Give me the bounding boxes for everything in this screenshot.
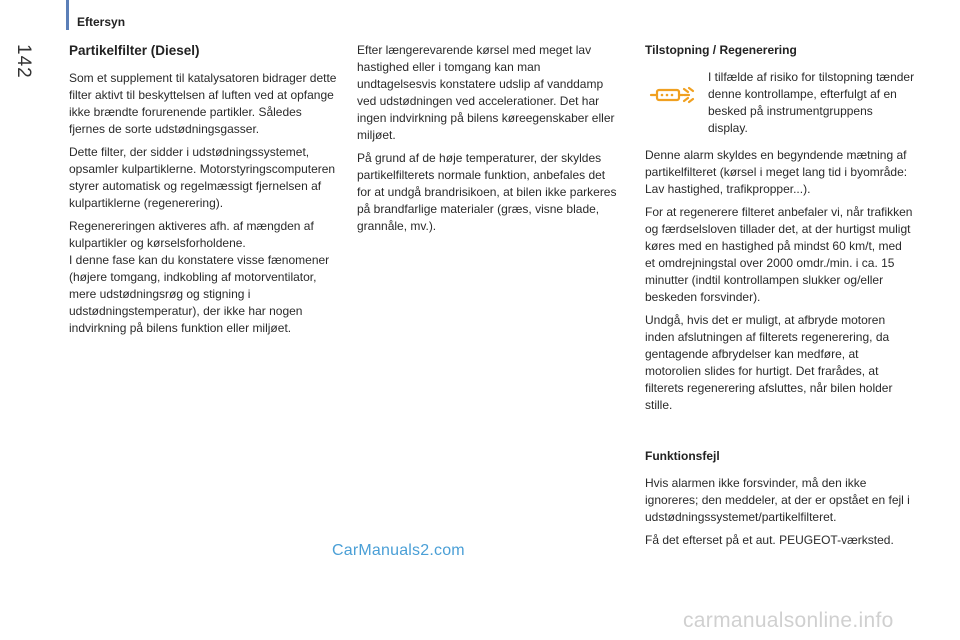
section-title: Eftersyn (77, 15, 126, 29)
paragraph-line: Regenereringen aktiveres afh. af mængden af kulpartikler og kørselsforholdene. (69, 219, 314, 250)
watermark-carmanualsonline: carmanualsonline.info (683, 609, 894, 632)
heading-particle-filter: Partikelfilter (Diesel) (69, 43, 200, 58)
paragraph: Efter længerevarende kørsel med meget lav hastighed eller i tomgang kan man undtagelsesvis konstatere udslip af vanddamp ved udstødningen ved accelerationer. Det har ingen indvirkning på bilens køreegenskaber eller miljøet. (357, 43, 615, 142)
section-accent-bar (66, 0, 69, 30)
column-left (69, 42, 341, 343)
column-middle (357, 42, 622, 241)
warning-lamp-text: I tilfælde af risiko for tilstopning tænder denne kontrollampe, efterfulgt af en besked på instrumentgruppens display. (708, 70, 915, 135)
page-number: 142 (13, 44, 34, 79)
paragraph-line: I denne fase kan du konstatere visse fænomener (højere tomgang, indkobling af motorventilator, mere udstødningsrøg og stigning i udstødningstemperatur), der ikke har nogen indvirkning på bilens funktion eller miljøet. (69, 253, 330, 335)
paragraph: På grund af de høje temperaturer, der skyldes partikelfilterets normale funktion, anbefales det for at undgå brandrisikoen, at bilen ikke parkeres på brandfarlige materialer (græs, visne blade, grannåle, mv.). (357, 151, 617, 233)
particle-filter-warning-icon (649, 83, 695, 107)
paragraph (69, 218, 341, 337)
paragraph: Undgå, hvis det er muligt, at afbryde motoren inden afslutningen af filterets regenerering, da gentagende afbrydelser kan medføre, at motorolien slides for hurtigt. Det frarådes, at filterets regenerering afsluttes, når bilen holder stille. (645, 313, 893, 412)
paragraph: Hvis alarmen ikke forsvinder, må den ikke ignoreres; den meddeler, at der er opstået en fejl i udstødningssystemet/partikelfilteret. (645, 476, 910, 524)
column-right (645, 42, 915, 555)
watermark-carmanuals2: CarManuals2.com (332, 542, 465, 559)
paragraph: Denne alarm skyldes en begyndende mætning af partikelfilteret (kørsel i meget lang tid i byområde: Lav hastighed, trafikpropper...). (645, 148, 908, 196)
paragraph: Dette filter, der sidder i udstødningssystemet, opsamler kulpartiklerne. Motorstyringscomputeren styrer automatisk og regelmæssigt fjernelsen af kulpartiklerne (regenerering). (69, 145, 336, 210)
heading-clogging: Tilstopning / Regenerering (645, 43, 797, 57)
warning-lamp-row (645, 69, 915, 137)
paragraph: Som et supplement til katalysatoren bidrager dette filter aktivt til beskyttelsen af luften ved at opfange ikke brændte forurenende partikler. Således fjernes de sorte udstødningsgasser. (69, 71, 337, 136)
paragraph: Få det efterset på et aut. PEUGEOT-værksted. (645, 533, 894, 547)
heading-malfunction: Funktionsfejl (645, 449, 720, 463)
paragraph: For at regenerere filteret anbefaler vi, når trafikken og færdselsloven tillader det, at der hurtigst muligt køres med en hastighed på mindst 60 km/t, med et omdrejningstal over 2000 omdr./min. i ca. 15 minutter (indtil kontrollampen slukker og/eller beskeden forsvinder). (645, 205, 913, 304)
